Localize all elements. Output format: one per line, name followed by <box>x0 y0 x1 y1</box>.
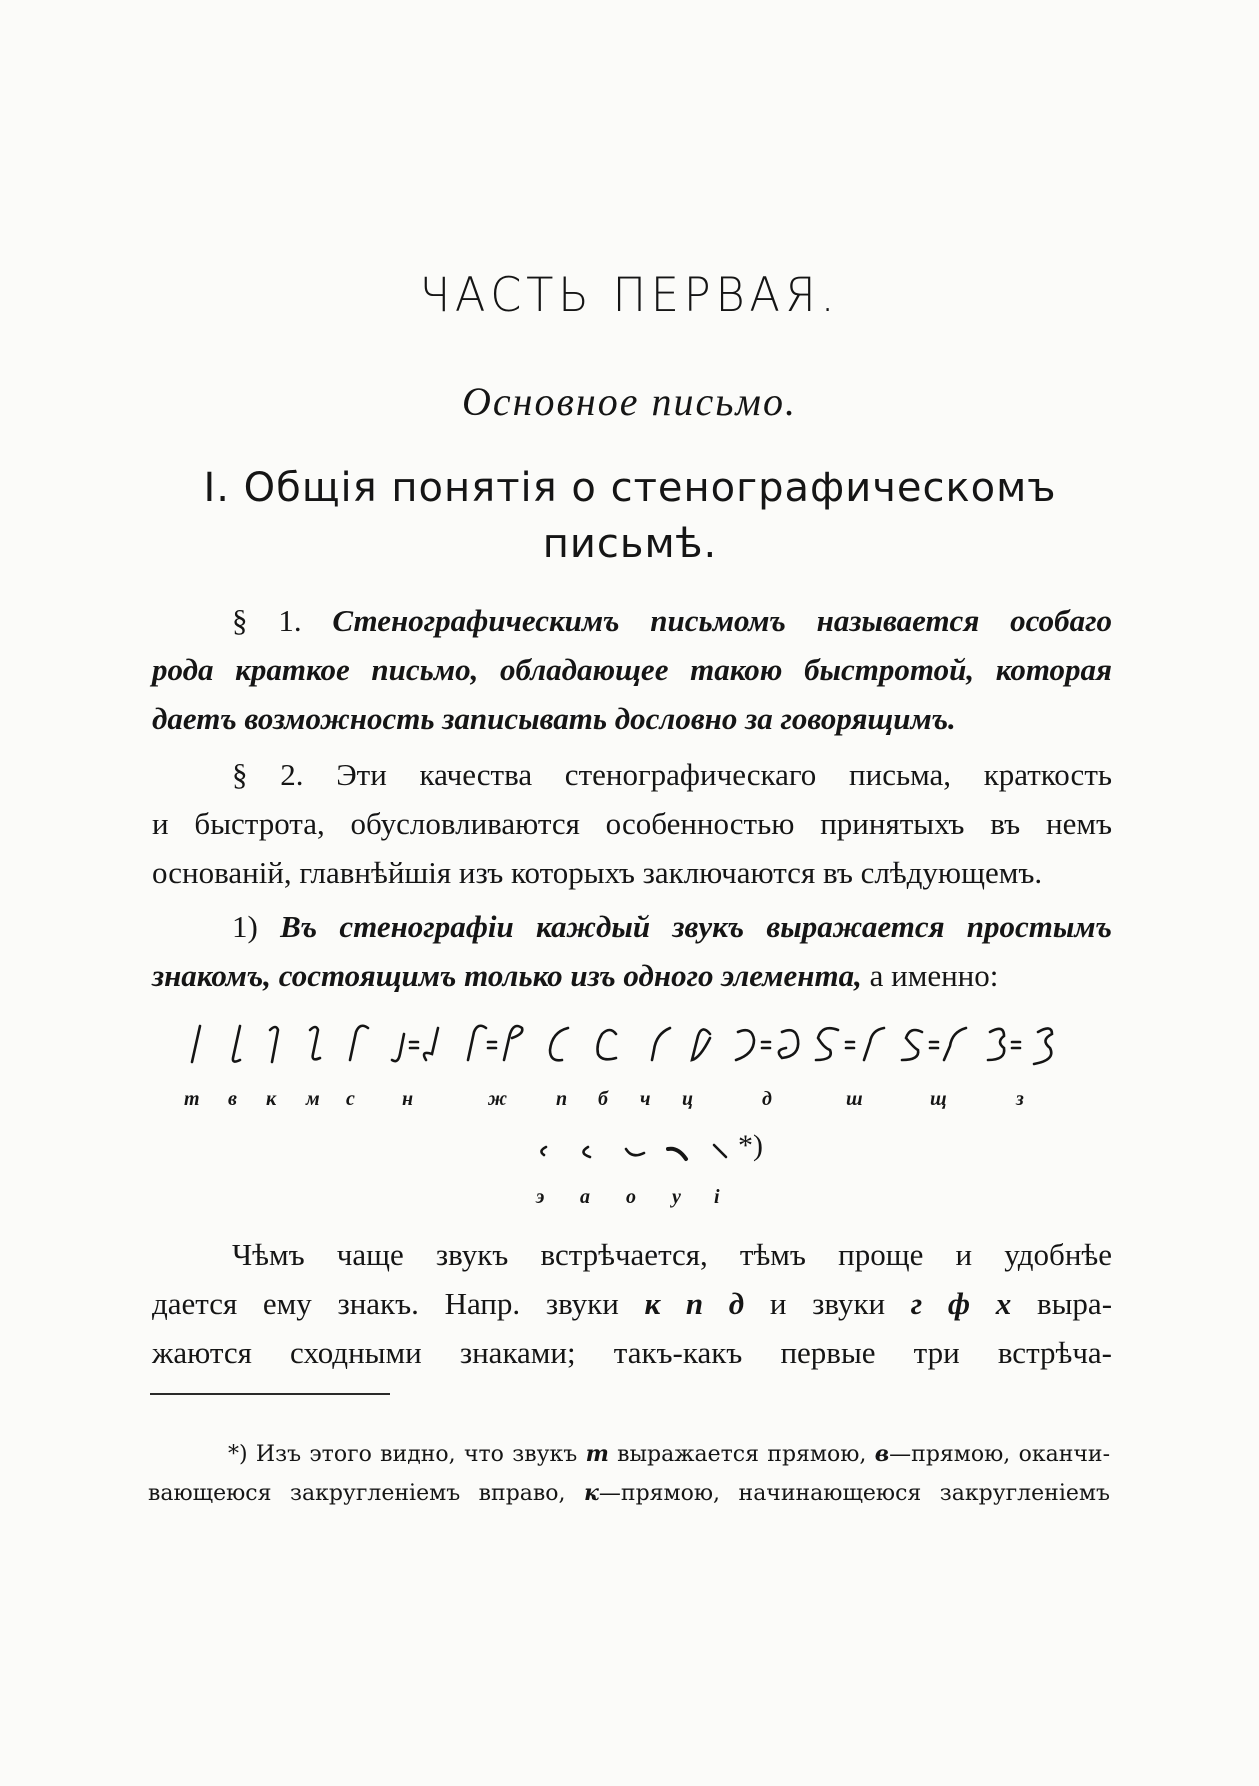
label-a: а <box>580 1186 590 1208</box>
sign-ts <box>692 1029 710 1060</box>
point-1-text-1: Въ стенографіи каждый звукъ выражается простымъ <box>280 909 1112 944</box>
point-1-text-2: знакомъ, состоящимъ только изъ одного элемента, <box>152 958 862 993</box>
footnote-text-5: —прямою, начинающеюся закругленіемъ <box>598 1481 1110 1506</box>
sign-v <box>233 1026 240 1062</box>
vowel-signs-figure <box>520 1125 820 1215</box>
sign-shch-2 <box>944 1028 966 1060</box>
paragraph-3 <box>152 1230 1112 1377</box>
label-e: э <box>536 1186 545 1208</box>
sign-e <box>541 1147 546 1155</box>
point-1-number: 1) <box>232 909 258 944</box>
sign-p <box>550 1028 568 1060</box>
sign-i <box>714 1145 726 1157</box>
sign-zh-2 <box>504 1026 522 1060</box>
label-s: с <box>346 1088 355 1110</box>
sign-b <box>598 1030 617 1059</box>
sign-d-eq <box>762 1042 770 1048</box>
label-ch: ч <box>640 1088 651 1110</box>
sign-t <box>192 1026 200 1062</box>
consonant-labels <box>184 1088 1024 1110</box>
label-m: м <box>306 1088 320 1110</box>
consonant-signs-figure <box>170 1020 1130 1115</box>
paragraph-1-line1 <box>152 596 1112 645</box>
sign-d-2 <box>779 1030 798 1058</box>
vowel-sign-table <box>520 1125 820 1215</box>
label-i: і <box>714 1186 720 1208</box>
part-title: ЧАСТЬ ПЕРВАЯ. <box>419 268 840 323</box>
paragraph-3-line2 <box>152 1279 1112 1328</box>
paragraph-2-line1 <box>152 750 1112 799</box>
footnote-text-1: Изъ этого видно, что звукъ <box>255 1442 578 1467</box>
sign-m <box>310 1027 320 1059</box>
sign-n-2 <box>424 1028 438 1060</box>
paragraph-3-text-1: Чѣмъ чаще звукъ встрѣчается, тѣмъ проще и удобнѣе <box>232 1237 1112 1272</box>
consonant-sign-table <box>170 1020 1130 1115</box>
paragraph-3-text-3: и звуки <box>769 1286 886 1321</box>
footnote-letter-t: т <box>585 1441 609 1467</box>
sign-shch-eq <box>930 1042 938 1048</box>
paragraph-2-text-3: основаній, главнѣйшія изъ которыхъ заключаются въ слѣдующемъ. <box>152 855 1043 890</box>
footnote-letter-v: в <box>874 1441 890 1467</box>
label-d: д <box>762 1088 772 1110</box>
footnote-line1 <box>148 1435 1110 1474</box>
paragraph-2-text-1: Эти качества стенографическаго письма, краткость <box>336 757 1113 792</box>
sign-sh-1 <box>816 1028 838 1060</box>
paragraph-1-number: § 1. <box>232 603 302 638</box>
footnote <box>148 1435 1110 1513</box>
sign-d-1 <box>736 1030 754 1060</box>
footnote-text-2: выражается прямою, <box>617 1442 867 1467</box>
label-ts: ц <box>682 1088 694 1110</box>
sign-zh-eq <box>488 1042 496 1048</box>
label-z: з <box>1016 1088 1024 1110</box>
paragraph-1 <box>152 596 1112 743</box>
sign-o <box>626 1149 644 1155</box>
paragraph-1-text-1: Стенографическимъ письмомъ называется особаго <box>332 603 1113 638</box>
paragraph-3-line1 <box>152 1230 1112 1279</box>
sign-z-eq <box>1012 1042 1020 1048</box>
label-o: о <box>626 1186 636 1208</box>
sign-ch <box>652 1028 670 1060</box>
sign-zh-1 <box>468 1026 486 1060</box>
sign-shch-1 <box>902 1030 922 1060</box>
point-1-line2 <box>152 951 1112 1000</box>
sign-k <box>270 1027 278 1062</box>
footnote-text-3: —прямою, оканчи- <box>889 1442 1111 1467</box>
sign-n-1 <box>392 1034 404 1061</box>
paragraph-3-text-5: жаются сходными знаками; такъ-какъ первые три встрѣча- <box>152 1335 1112 1370</box>
label-b: б <box>598 1088 608 1110</box>
point-1-tail: а именно: <box>869 958 999 993</box>
letters-g-f-kh: г ф х <box>910 1286 1012 1321</box>
section-heading <box>150 460 1110 572</box>
paragraph-1-text-2: рода краткое письмо, обладающее такою быстротой, которая <box>152 652 1112 687</box>
label-u: у <box>672 1186 681 1208</box>
section-heading-line2: письмѣ. <box>542 521 718 567</box>
sign-a <box>583 1147 590 1157</box>
label-shch: щ <box>930 1088 947 1110</box>
point-1 <box>152 902 1112 1000</box>
letters-k-p-d: к п д <box>644 1286 745 1321</box>
sign-z-1 <box>988 1029 1004 1060</box>
label-p: п <box>556 1088 568 1110</box>
paragraph-3-text-4: выра- <box>1036 1286 1113 1321</box>
paragraph-2-number: § 2. <box>232 757 304 792</box>
vowel-footnote-mark: *) <box>738 1129 763 1162</box>
footnote-text-4: вающеюся закругленіемъ вправо, <box>148 1481 566 1506</box>
sign-n-eq <box>410 1042 418 1048</box>
footnote-rule <box>150 1393 390 1395</box>
paragraph-2 <box>152 750 1112 897</box>
sign-s <box>350 1026 368 1060</box>
sign-sh-eq <box>846 1042 854 1048</box>
sign-z-2 <box>1034 1028 1052 1064</box>
label-v: в <box>228 1088 237 1110</box>
footnote-mark: *) <box>228 1442 248 1467</box>
label-zh: ж <box>488 1088 508 1110</box>
point-1-line1 <box>152 902 1112 951</box>
label-sh: ш <box>846 1088 863 1110</box>
sign-sh-2 <box>864 1028 884 1060</box>
sign-u <box>668 1149 686 1159</box>
label-k: к <box>266 1088 277 1110</box>
paragraph-1-text-3: даетъ возможность записывать дословно за говорящимъ. <box>152 701 956 736</box>
label-n: н <box>402 1088 414 1110</box>
subtitle: Основное письмо. <box>462 379 797 424</box>
label-t: т <box>184 1088 200 1110</box>
footnote-letter-k: к <box>584 1480 599 1506</box>
vowel-labels <box>535 1186 720 1208</box>
footnote-line2 <box>148 1474 1110 1513</box>
section-heading-line1: I. Общія понятія о стенографическомъ <box>203 465 1057 511</box>
paragraph-3-text-2: дается ему знакъ. Напр. звуки <box>152 1286 619 1321</box>
paragraph-2-text-2: и быстрота, обусловливаются особенностью принятыхъ въ немъ <box>152 806 1112 841</box>
